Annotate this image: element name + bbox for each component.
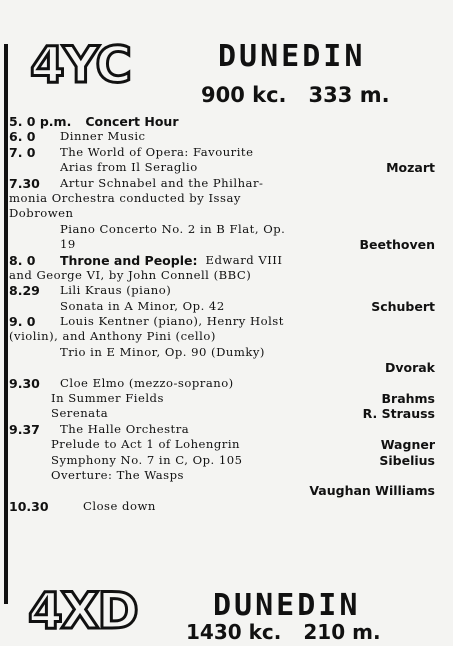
composer: Beethoven — [359, 237, 435, 253]
left-margin-rule — [4, 44, 8, 604]
list-item — [9, 422, 435, 437]
list-item — [9, 160, 435, 175]
station-city: DUNEDIN — [213, 588, 361, 623]
list-item — [9, 314, 435, 329]
list-item — [9, 206, 435, 221]
programme-text: Cloe Elmo (mezzo-soprano) — [60, 375, 234, 390]
programme-text: The World of Opera: Favourite — [60, 144, 254, 159]
composer: Vaughan Williams — [309, 483, 435, 499]
composer: R. Strauss — [362, 406, 435, 422]
list-item — [9, 237, 435, 252]
programme-text: Piano Concerto No. 2 in B Flat, Op. — [60, 221, 286, 236]
programme-text: Dinner Music — [60, 129, 146, 144]
time: 7. 0 — [9, 144, 36, 160]
programme-text: The Halle Orchestra — [60, 421, 190, 436]
list-item — [9, 129, 435, 144]
programme-text: Arias from Il Seraglio — [60, 160, 198, 175]
programme-text: Dobrowen — [9, 206, 74, 221]
programme-text: Artur Schnabel and the Philhar- — [60, 175, 264, 190]
frequency: 1430 kc. — [186, 620, 282, 644]
programme-text: Close down — [83, 498, 156, 513]
programme-text: and George VI, by John Connell (BBC) — [9, 267, 252, 282]
composer: Sibelius — [379, 452, 435, 468]
programme-text: Trio in E Minor, Op. 90 (Dumky) — [60, 344, 265, 359]
programme-title: Throne and People: — [60, 252, 198, 268]
programme-text: Lili Kraus (piano) — [60, 283, 172, 298]
list-item — [9, 406, 435, 421]
list-item — [9, 145, 435, 160]
time: 9.37 — [9, 421, 40, 437]
list-item — [9, 453, 435, 468]
list-item — [9, 360, 435, 375]
list-item — [9, 376, 435, 391]
time: 7.30 — [9, 175, 40, 191]
programme-text: (violin), and Anthony Pini (cello) — [9, 329, 216, 344]
programme-text: Edward VIII — [205, 252, 283, 267]
composer: Mozart — [386, 160, 435, 176]
list-item — [9, 329, 435, 344]
programme-text: monia Orchestra conducted by Issay — [9, 190, 241, 205]
list-item — [9, 345, 435, 360]
station-logo-4xd: 4XD — [28, 582, 137, 640]
station-frequency-line — [186, 620, 381, 644]
time: 10.30 — [9, 498, 49, 514]
time: 5. 0 p.m. — [9, 114, 72, 129]
list-item — [9, 114, 435, 129]
programme-text: 19 — [60, 237, 76, 252]
composer: Wagner — [380, 437, 435, 453]
list-item — [9, 176, 435, 191]
programme-text: Overture: The Wasps — [51, 467, 184, 482]
time: 8.29 — [9, 283, 40, 299]
programme-text: Serenata — [51, 406, 109, 421]
list-item — [9, 253, 435, 268]
list-item — [9, 499, 435, 514]
programme-text: Louis Kentner (piano), Henry Holst — [60, 314, 284, 329]
programme-list — [9, 114, 435, 514]
list-item — [9, 468, 435, 483]
list-item — [9, 268, 435, 283]
time: 8. 0 — [9, 252, 36, 268]
station-frequency-line — [201, 82, 390, 108]
time: 9. 0 — [9, 314, 36, 330]
list-item — [9, 391, 435, 406]
programme-text: In Summer Fields — [51, 391, 164, 406]
list-item — [9, 437, 435, 452]
frequency: 900 kc. — [201, 83, 287, 107]
list-item — [9, 283, 435, 298]
programme-text: Prelude to Act 1 of Lohengrin — [51, 437, 241, 452]
station-city: DUNEDIN — [218, 39, 366, 74]
wavelength: 333 m. — [308, 83, 390, 107]
time: 9.30 — [9, 375, 40, 391]
list-item — [9, 483, 435, 498]
list-item — [9, 191, 435, 206]
composer: Schubert — [371, 298, 435, 314]
programme-title: Concert Hour — [85, 114, 179, 129]
station-logo-4yc: 4YC — [30, 36, 130, 94]
programme-text: Sonata in A Minor, Op. 42 — [60, 298, 225, 313]
composer: Dvorak — [384, 360, 435, 376]
programme-text: Symphony No. 7 in C, Op. 105 — [51, 452, 243, 467]
time: 6. 0 — [9, 129, 36, 145]
wavelength: 210 m. — [303, 620, 381, 644]
list-item — [9, 222, 435, 237]
list-item — [9, 299, 435, 314]
composer: Brahms — [381, 391, 435, 407]
